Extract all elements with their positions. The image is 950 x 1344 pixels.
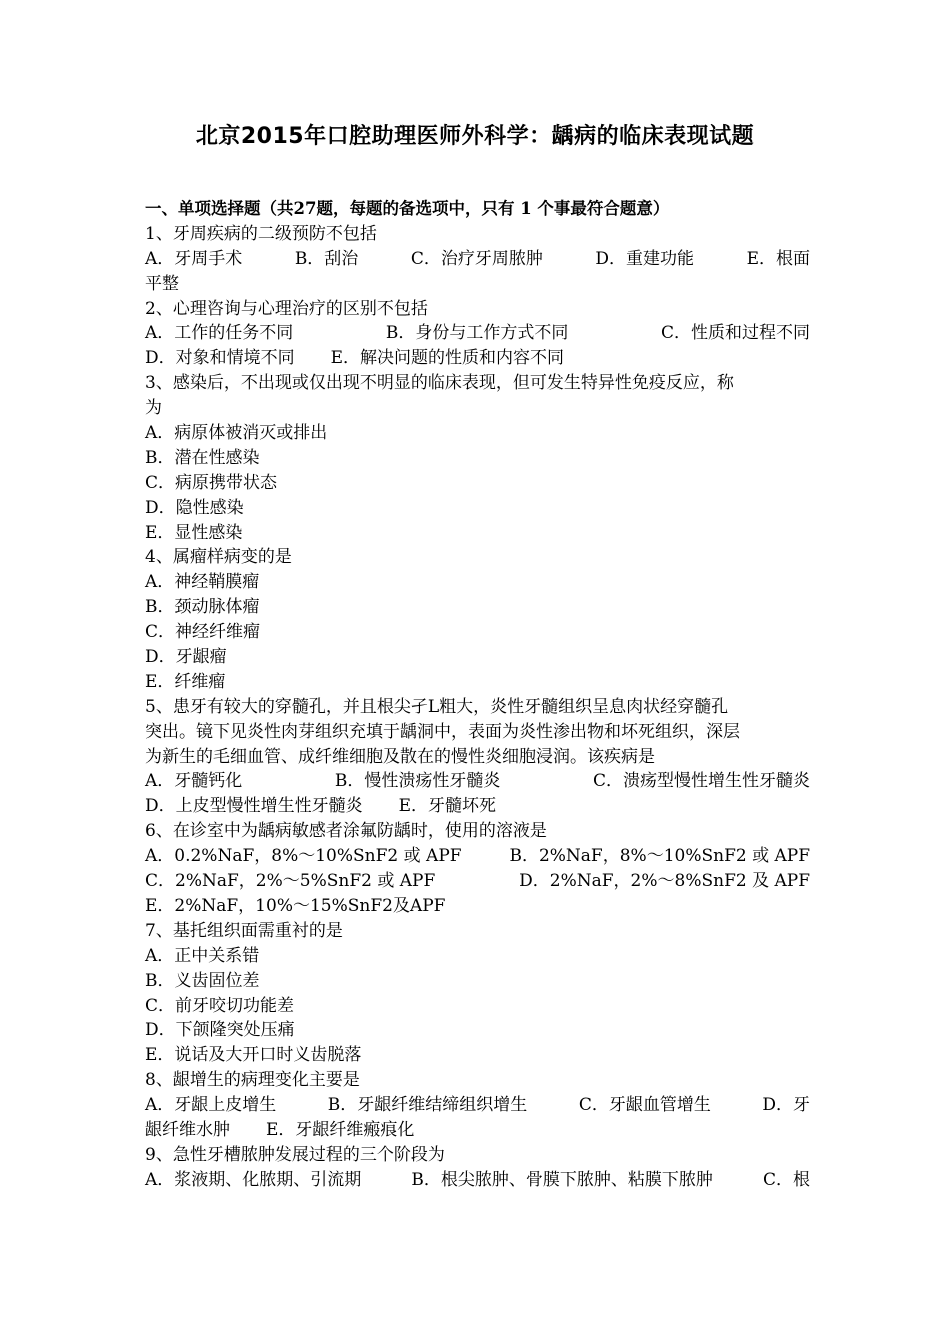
option: D．下颌隆突处压痛 bbox=[145, 1020, 295, 1041]
option-row bbox=[145, 1168, 810, 1193]
option: E．牙龈纤维瘢痕化 bbox=[266, 1119, 415, 1140]
option: E．根面 bbox=[746, 248, 810, 269]
option: D．牙 bbox=[762, 1095, 810, 1116]
question-stem: 4、属瘤样病变的是 bbox=[145, 547, 292, 568]
option: E．纤维瘤 bbox=[145, 671, 226, 692]
question-stem-continuation: 突出。镜下见炎性肉芽组织充填于龋洞中，表面为炎性渗出物和坏死组织，深层 bbox=[145, 721, 740, 742]
question-stem: 3、感染后，不出现或仅出现不明显的临床表现，但可发生特异性免疫反应，称 bbox=[145, 373, 734, 394]
option: A．0.2%NaF，8%～10%SnF2 或 APF bbox=[145, 846, 462, 867]
document-body bbox=[145, 197, 810, 1193]
option: A．工作的任务不同 bbox=[145, 323, 294, 344]
option-continuation: 龈纤维水肿 bbox=[145, 1119, 230, 1140]
option: E．说话及大开口时义齿脱落 bbox=[145, 1045, 362, 1066]
option: C．2%NaF，2%～5%SnF2 或 APF bbox=[145, 871, 436, 892]
option: D．对象和情境不同 bbox=[145, 348, 295, 369]
option: A．牙周手术 bbox=[145, 248, 243, 269]
option: C．性质和过程不同 bbox=[660, 323, 810, 344]
option: A．正中关系错 bbox=[145, 945, 260, 966]
option: E．显性感染 bbox=[145, 522, 243, 543]
option: B．2%NaF，8%～10%SnF2 或 APF bbox=[509, 846, 810, 867]
option: C．神经纤维瘤 bbox=[145, 622, 261, 643]
option: A．神经鞘膜瘤 bbox=[145, 572, 260, 593]
option: D．上皮型慢性增生性牙髓炎 bbox=[145, 796, 363, 817]
option: B．刮治 bbox=[294, 248, 359, 269]
option: B．根尖脓肿、骨膜下脓肿、粘膜下脓肿 bbox=[411, 1169, 713, 1190]
option-row bbox=[145, 1093, 810, 1118]
option-row bbox=[145, 1118, 810, 1143]
question-stem-continuation: 为新生的毛细血管、成纤维细胞及散在的慢性炎细胞浸润。该疾病是 bbox=[145, 746, 655, 767]
option-continuation: 平整 bbox=[145, 273, 179, 294]
option-row bbox=[145, 869, 810, 894]
option-row bbox=[145, 794, 810, 819]
option: B．义齿固位差 bbox=[145, 970, 260, 991]
option: D．隐性感染 bbox=[145, 497, 244, 518]
page-title: 北京2015年口腔助理医师外科学：龋病的临床表现试题 bbox=[195, 124, 755, 149]
option: C．前牙咬切功能差 bbox=[145, 995, 295, 1016]
section-header: 一、单项选择题（共27题，每题的备选项中，只有 1 个事最符合题意） bbox=[145, 199, 670, 218]
option: A．浆液期、化脓期、引流期 bbox=[145, 1169, 362, 1190]
option: D．重建功能 bbox=[595, 248, 695, 269]
question-stem: 2、心理咨询与心理治疗的区别不包括 bbox=[145, 298, 428, 319]
question-stem: 7、基托组织面需重衬的是 bbox=[145, 920, 343, 941]
option: E．解决问题的性质和内容不同 bbox=[330, 348, 565, 369]
option: B．潜在性感染 bbox=[145, 447, 260, 468]
question-stem: 8、龈增生的病理变化主要是 bbox=[145, 1070, 360, 1091]
option: B．慢性溃疡性牙髓炎 bbox=[334, 771, 501, 792]
question-stem: 5、患牙有较大的穿髓孔，并且根尖孑L粗大，炎性牙髓组织呈息肉状经穿髓孔 bbox=[145, 696, 729, 717]
option: C．溃疡型慢性增生性牙髓炎 bbox=[592, 771, 810, 792]
option: B．身份与工作方式不同 bbox=[385, 323, 569, 344]
question-stem: 9、急性牙槽脓肿发展过程的三个阶段为 bbox=[145, 1144, 445, 1165]
option: A．病原体被消灭或排出 bbox=[145, 423, 328, 444]
question-stem: 6、在诊室中为龋病敏感者涂氟防龋时，使用的溶液是 bbox=[145, 821, 547, 842]
option-row bbox=[145, 247, 810, 272]
question-stem-continuation: 为 bbox=[145, 398, 162, 419]
question-stem: 1、牙周疾病的二级预防不包括 bbox=[145, 223, 377, 244]
option-row bbox=[145, 769, 810, 794]
option: D．2%NaF，2%～8%SnF2 及 APF bbox=[519, 871, 810, 892]
option: C．根 bbox=[762, 1169, 810, 1190]
option: B．颈动脉体瘤 bbox=[145, 597, 260, 618]
option: A．牙髓钙化 bbox=[145, 771, 243, 792]
option: D．牙龈瘤 bbox=[145, 647, 227, 668]
option-row bbox=[145, 346, 810, 371]
option: C．病原携带状态 bbox=[145, 472, 278, 493]
option-row bbox=[145, 844, 810, 869]
option-row bbox=[145, 321, 810, 346]
option: A．牙龈上皮增生 bbox=[145, 1095, 277, 1116]
option: E．2%NaF，10%～15%SnF2及APF bbox=[145, 895, 446, 916]
option: E．牙髓坏死 bbox=[398, 796, 497, 817]
option: C．治疗牙周脓肿 bbox=[410, 248, 543, 269]
option: C．牙龈血管增生 bbox=[578, 1095, 711, 1116]
option: B．牙龈纤维结缔组织增生 bbox=[327, 1095, 528, 1116]
